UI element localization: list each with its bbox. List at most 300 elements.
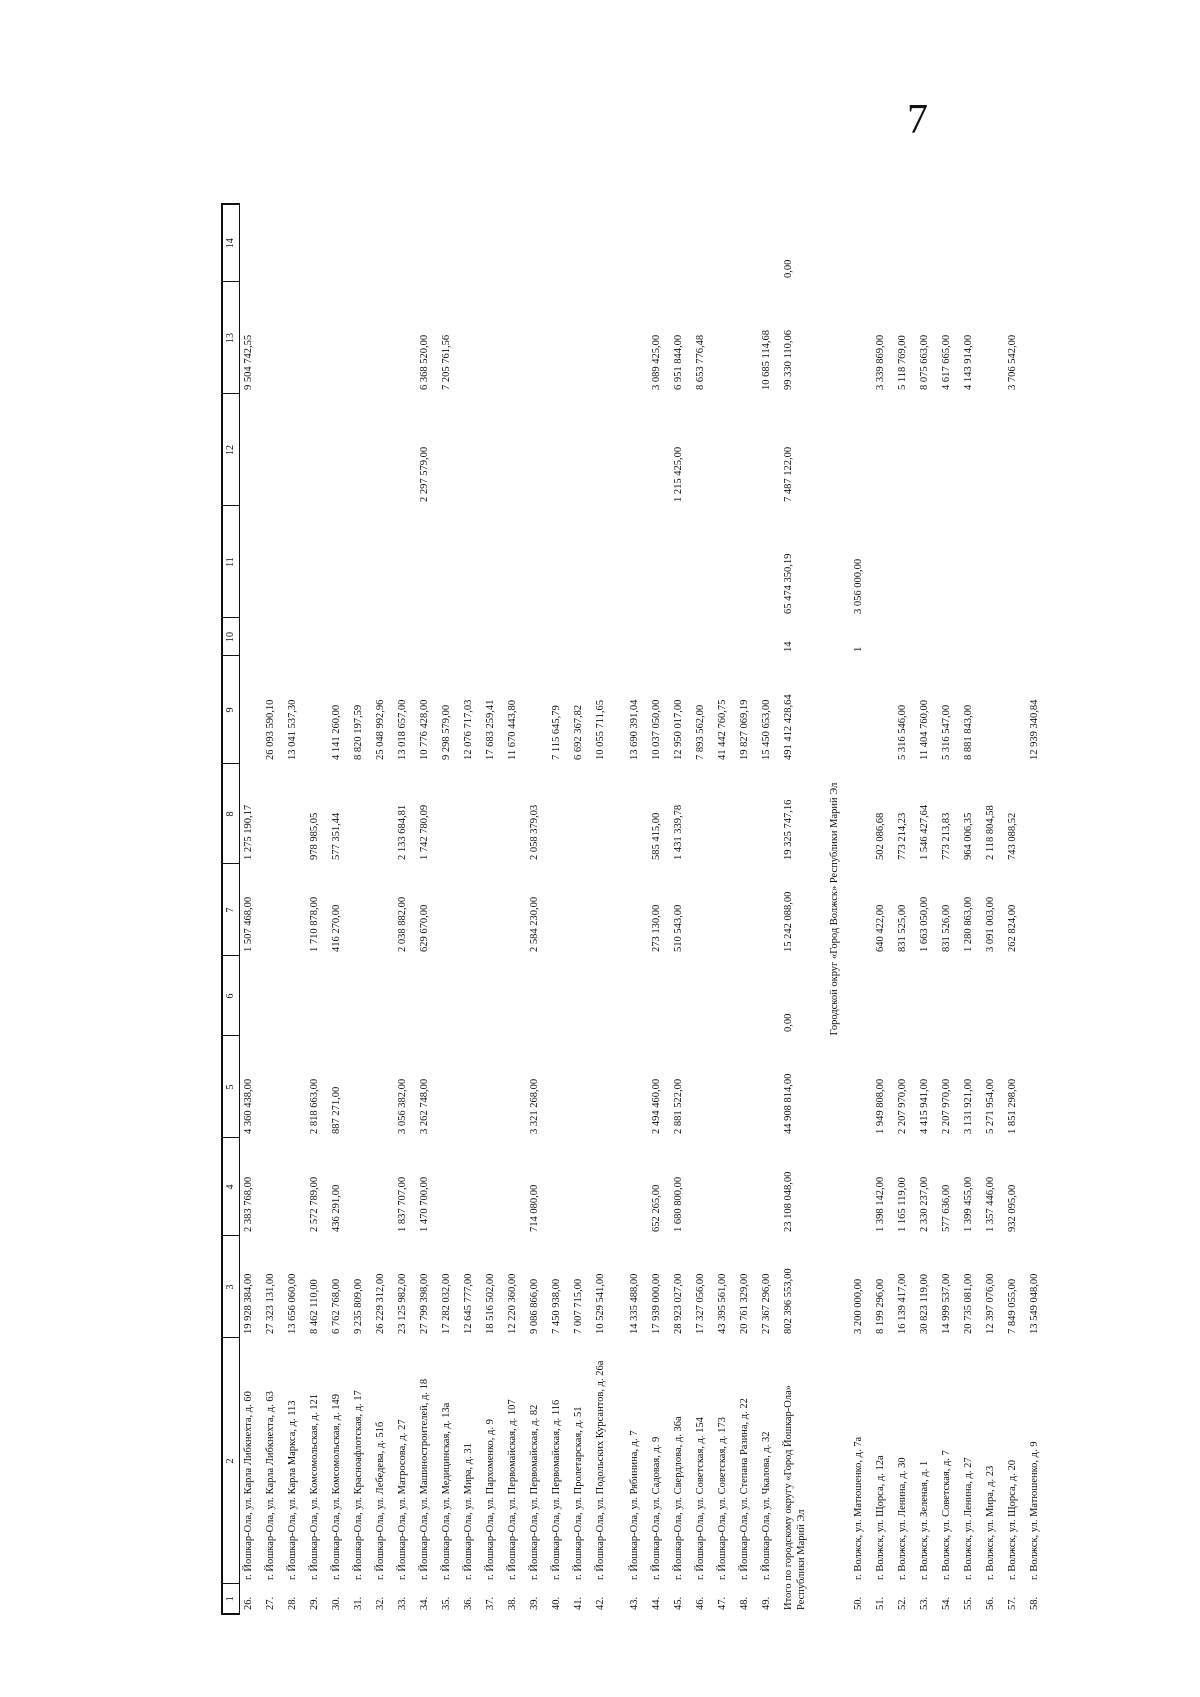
cell-c6	[626, 956, 648, 1036]
cell-c4: 577 636,00	[941, 1184, 952, 1232]
cell-c9: 17 683 259,41	[485, 699, 496, 760]
cell-c3: 27 367 296,00	[761, 1273, 772, 1334]
cell-c3: 23 125 982,00	[397, 1273, 408, 1334]
cell-c5	[548, 1036, 570, 1138]
row-address: г. Волжск, ул. Ленина, д. 27	[963, 1457, 974, 1580]
cell-c5: 3 131 921,00	[963, 1078, 974, 1134]
cell-c13: 8 075 663,00	[919, 334, 930, 390]
cell-c11	[460, 506, 482, 618]
cell-c4	[372, 1138, 394, 1236]
cell-c8	[850, 764, 872, 864]
cell-c3: 12 220 360,00	[507, 1273, 518, 1334]
cell-c5	[262, 1036, 284, 1138]
cell-c4: 2 330 237,00	[919, 1176, 930, 1232]
row-address: г. Йошкар-Ола, ул. Медицинская, д. 13а	[441, 1402, 452, 1580]
cell-c11	[570, 506, 592, 618]
cell-c8	[692, 764, 714, 864]
cell-c9	[872, 656, 894, 764]
cell-c3: 43 395 561,00	[717, 1273, 728, 1334]
cell-c10	[350, 618, 372, 656]
cell-c6	[504, 956, 526, 1036]
cell-c11	[240, 506, 263, 618]
cell-c7: 831 526,00	[941, 904, 952, 952]
cell-c11: 3 056 000,00	[853, 558, 864, 614]
table-row	[460, 204, 482, 1614]
cell-c6	[350, 956, 372, 1036]
cell-c4	[460, 1138, 482, 1236]
cell-c14	[894, 204, 916, 282]
cell-c10	[916, 618, 938, 656]
cell-c12	[570, 394, 592, 506]
cell-c14	[306, 204, 328, 282]
table-row	[1004, 204, 1026, 1614]
cell-c10	[262, 618, 284, 656]
cell-c9: 12 076 717,03	[463, 699, 474, 760]
cell-c4	[548, 1138, 570, 1236]
table-row	[306, 204, 328, 1614]
row-number: 34.	[419, 1596, 430, 1610]
row-number: 55.	[963, 1596, 974, 1610]
cell-c14	[1004, 204, 1026, 282]
table-row	[504, 204, 526, 1614]
total-c4: 23 108 048,00	[783, 1171, 794, 1232]
cell-c8: 2 118 804,58	[985, 805, 996, 860]
cell-c13	[328, 282, 350, 394]
cell-c13: 3 706 542,00	[1007, 334, 1018, 390]
total-c3: 802 396 553,00	[783, 1268, 794, 1334]
cell-c3: 8 199 296,00	[875, 1278, 886, 1334]
cell-c11	[394, 506, 416, 618]
row-number: 44.	[651, 1596, 662, 1610]
cell-c9: 19 827 069,19	[739, 699, 750, 760]
cell-c9: 41 442 760,75	[717, 699, 728, 760]
table-row	[894, 204, 916, 1614]
column-header-9: 9	[222, 656, 240, 764]
cell-c8	[570, 764, 592, 864]
cell-c6	[240, 956, 263, 1036]
cell-c5: 1 949 808,00	[875, 1078, 886, 1134]
cell-c12	[1026, 394, 1048, 506]
cell-c5: 2 207 970,00	[941, 1078, 952, 1134]
cell-c12	[350, 394, 372, 506]
table-row	[938, 204, 960, 1614]
column-header-5: 5	[222, 1036, 240, 1138]
cell-c6	[328, 956, 350, 1036]
cell-c7: 510 543,00	[673, 904, 684, 952]
cell-c5: 1 851 298,00	[1007, 1078, 1018, 1134]
cell-c9: 5 316 547,00	[941, 704, 952, 760]
cell-c4: 1 470 700,00	[419, 1176, 430, 1232]
cell-c7	[736, 864, 758, 956]
row-number: 27.	[265, 1596, 276, 1610]
cell-c11	[670, 506, 692, 618]
cell-c5: 3 056 382,00	[397, 1078, 408, 1134]
total-c12: 7 487 122,00	[783, 446, 794, 502]
cell-c10	[648, 618, 670, 656]
cell-c6	[916, 956, 938, 1036]
cell-c6	[872, 956, 894, 1036]
cell-c14	[526, 204, 548, 282]
cell-c10	[894, 618, 916, 656]
cell-c13	[714, 282, 736, 394]
cell-c5	[570, 1036, 592, 1138]
cell-c3: 6 762 768,00	[331, 1278, 342, 1334]
cell-c3: 27 799 398,00	[419, 1273, 430, 1334]
cell-c13: 10 685 114,68	[761, 330, 772, 390]
row-address: г. Йошкар-Ола, ул. Мира, д. 31	[463, 1443, 474, 1580]
cell-c8	[438, 764, 460, 864]
cell-c11	[372, 506, 394, 618]
cell-c7	[692, 864, 714, 956]
cell-c9: 13 041 537,30	[287, 699, 298, 760]
cell-c14	[648, 204, 670, 282]
cell-c12	[592, 394, 626, 506]
row-address: г. Волжск, ул. Зеленая, д. 1	[919, 1460, 930, 1580]
table-row	[548, 204, 570, 1614]
cell-c6	[460, 956, 482, 1036]
cell-c4: 932 095,00	[1007, 1184, 1018, 1232]
row-address: г. Йошкар-Ола, ул. Карла Либкнехта, д. 63	[265, 1391, 276, 1580]
cell-c4: 652 265,00	[651, 1184, 662, 1232]
row-address: г. Йошкар-Ола, ул. Лебедева, д. 51б	[375, 1421, 386, 1580]
cell-c13	[460, 282, 482, 394]
row-address: г. Йошкар-Ола, ул. Советская, д. 154	[695, 1417, 706, 1580]
cell-c11	[328, 506, 350, 618]
cell-c11	[284, 506, 306, 618]
column-header-12: 12	[222, 394, 240, 506]
cell-c6	[438, 956, 460, 1036]
cell-c8	[284, 764, 306, 864]
cell-c12	[916, 394, 938, 506]
row-address: г. Волжск, ул. Щорса, д. 12а	[875, 1455, 886, 1580]
table-row	[350, 204, 372, 1614]
cell-c14	[626, 204, 648, 282]
cell-c7: 831 525,00	[897, 904, 908, 952]
column-header-4: 4	[222, 1138, 240, 1236]
table-row	[850, 204, 872, 1614]
row-number: 51.	[875, 1596, 886, 1610]
cell-c5	[350, 1036, 372, 1138]
cell-c13	[284, 282, 306, 394]
cell-c5: 4 415 941,00	[919, 1078, 930, 1134]
table-row	[416, 204, 438, 1614]
row-number: 31.	[353, 1596, 364, 1610]
table-row	[960, 204, 982, 1614]
cell-c3: 3 200 000,00	[853, 1278, 864, 1334]
cell-c14	[438, 204, 460, 282]
column-header-6: 6	[222, 956, 240, 1036]
row-address: г. Йошкар-Ола, ул. Комсомольская, д. 121	[309, 1393, 320, 1580]
cell-c7	[758, 864, 780, 956]
cell-c12: 1 215 425,00	[673, 446, 684, 502]
total-c7: 15 242 088,00	[783, 891, 794, 952]
cell-c5	[592, 1036, 626, 1138]
cell-c7	[372, 864, 394, 956]
cell-c9: 5 316 546,00	[897, 704, 908, 760]
cell-c8	[482, 764, 504, 864]
row-address: г. Йошкар-Ола, ул. Чкалова, д. 32	[761, 1431, 772, 1580]
cell-c3: 14 335 488,00	[629, 1273, 640, 1334]
cell-c12	[372, 394, 394, 506]
cell-c9	[240, 656, 263, 764]
cell-c8	[350, 764, 372, 864]
cell-c3: 13 656 060,00	[287, 1273, 298, 1334]
cell-c7	[504, 864, 526, 956]
cell-c13: 4 617 665,00	[941, 334, 952, 390]
cell-c9: 10 776 428,00	[419, 699, 430, 760]
cell-c9: 26 093 590,10	[265, 699, 276, 760]
cell-c11	[1004, 506, 1026, 618]
table-row	[394, 204, 416, 1614]
cell-c6	[1026, 956, 1048, 1036]
cell-c5	[284, 1036, 306, 1138]
table-row	[570, 204, 592, 1614]
cell-c3: 27 323 131,00	[265, 1273, 276, 1334]
section-row	[820, 204, 850, 1614]
cell-c8: 2 133 684,81	[397, 804, 408, 860]
row-address: г. Йошкар-Ола, ул. Первомайская, д. 107	[507, 1399, 518, 1580]
table-row	[714, 204, 736, 1614]
cell-c6	[648, 956, 670, 1036]
cell-c14	[736, 204, 758, 282]
cell-c8: 964 006,35	[963, 812, 974, 860]
cell-c4	[504, 1138, 526, 1236]
cell-c6	[262, 956, 284, 1036]
cell-c10	[1004, 618, 1026, 656]
cell-c3: 12 645 777,00	[463, 1273, 474, 1334]
cell-c9: 8 881 843,00	[963, 704, 974, 760]
cell-c12	[262, 394, 284, 506]
row-number: 37.	[485, 1596, 496, 1610]
table-row	[526, 204, 548, 1614]
table-row	[284, 204, 306, 1614]
cell-c12	[504, 394, 526, 506]
cell-c13: 6 368 520,00	[419, 334, 430, 390]
cell-c11	[526, 506, 548, 618]
cell-c4	[736, 1138, 758, 1236]
cell-c7: 3 091 003,00	[985, 896, 996, 952]
cell-c12	[328, 394, 350, 506]
cell-c9: 6 692 367,82	[573, 704, 584, 760]
cell-c3: 17 282 032,00	[441, 1273, 452, 1334]
cell-c4	[758, 1138, 780, 1236]
cell-c4	[626, 1138, 648, 1236]
cell-c7: 2 584 230,00	[529, 896, 540, 952]
cell-c7: 262 824,00	[1007, 904, 1018, 952]
cell-c3: 18 516 502,00	[485, 1273, 496, 1334]
total-c6: 0,00	[783, 1013, 794, 1032]
cell-c8	[262, 764, 284, 864]
cell-c11	[938, 506, 960, 618]
cell-c10	[504, 618, 526, 656]
cell-c5: 2 494 460,00	[651, 1078, 662, 1134]
cell-c11	[626, 506, 648, 618]
cell-c11	[982, 506, 1004, 618]
cell-c9	[850, 656, 872, 764]
cell-c10	[394, 618, 416, 656]
cell-c4: 1 357 446,00	[985, 1176, 996, 1232]
cell-c12: 2 297 579,00	[419, 446, 430, 502]
row-number: 42.	[595, 1596, 606, 1610]
cell-c3: 13 549 048,00	[1029, 1273, 1040, 1334]
cell-c11	[592, 506, 626, 618]
cell-c5	[438, 1036, 460, 1138]
cell-c7: 273 130,00	[651, 904, 662, 952]
table-body	[240, 204, 1049, 1614]
table-row	[372, 204, 394, 1614]
cell-c3: 20 735 081,00	[963, 1273, 974, 1334]
cell-c14	[1026, 204, 1048, 282]
total-c11: 65 474 350,19	[783, 553, 794, 614]
column-header-13: 13	[222, 282, 240, 394]
cell-c9: 9 298 579,00	[441, 704, 452, 760]
table-row	[626, 204, 648, 1614]
column-header-10: 10	[222, 618, 240, 656]
row-number: 54.	[941, 1596, 952, 1610]
section-title: Городской округ «Город Волжск» Республики Марий Эл	[829, 782, 841, 1036]
cell-c6	[758, 956, 780, 1036]
cell-c4	[1026, 1138, 1048, 1236]
cell-c4	[570, 1138, 592, 1236]
cell-c7	[284, 864, 306, 956]
cell-c12	[526, 394, 548, 506]
cell-c14	[350, 204, 372, 282]
cell-c14	[328, 204, 350, 282]
row-address: г. Йошкар-Ола, ул. Карла Либкнехта, д. 60	[243, 1391, 254, 1580]
cell-c9: 4 141 260,00	[331, 704, 342, 760]
cell-c8	[758, 764, 780, 864]
cell-c13	[482, 282, 504, 394]
cell-c8: 1 275 190,17	[243, 804, 254, 860]
cell-c9: 11 670 443,80	[507, 700, 518, 760]
cell-c3: 7 450 938,00	[551, 1278, 562, 1334]
cell-c14	[916, 204, 938, 282]
cell-c12	[872, 394, 894, 506]
cell-c9	[1004, 656, 1026, 764]
cell-c7	[438, 864, 460, 956]
cell-c10	[284, 618, 306, 656]
cell-c6	[570, 956, 592, 1036]
cell-c7: 1 280 863,00	[963, 896, 974, 952]
cell-c10	[670, 618, 692, 656]
cell-c12	[982, 394, 1004, 506]
cell-c7: 629 670,00	[419, 904, 430, 952]
cell-c9: 10 055 711,65	[595, 700, 606, 760]
cell-c4: 436 291,00	[331, 1184, 342, 1232]
cell-c10	[438, 618, 460, 656]
cell-c14	[714, 204, 736, 282]
table-row	[648, 204, 670, 1614]
cell-c9	[306, 656, 328, 764]
cell-c10	[328, 618, 350, 656]
cell-c4	[592, 1138, 626, 1236]
cell-c6	[548, 956, 570, 1036]
total-c10: 14	[783, 641, 794, 652]
cell-c10	[714, 618, 736, 656]
cell-c12	[938, 394, 960, 506]
cell-c6	[938, 956, 960, 1036]
cell-c4: 1 398 142,00	[875, 1176, 886, 1232]
cell-c4: 1 837 707,00	[397, 1176, 408, 1232]
cell-c14	[758, 204, 780, 282]
cell-c14	[692, 204, 714, 282]
row-address: г. Йошкар-Ола, ул. Свердлова, д. 36а	[673, 1416, 684, 1580]
row-number: 32.	[375, 1596, 386, 1610]
row-number: 39.	[529, 1596, 540, 1610]
row-address: г. Волжск, ул. Мира, д. 23	[985, 1465, 996, 1580]
cell-c7	[350, 864, 372, 956]
cell-c3: 9 235 809,00	[353, 1278, 364, 1334]
cell-c6	[394, 956, 416, 1036]
cell-c11	[350, 506, 372, 618]
cell-c3: 26 229 312,00	[375, 1273, 386, 1334]
cell-c4: 1 165 119,00	[897, 1177, 908, 1232]
cell-c5	[626, 1036, 648, 1138]
cell-c12	[850, 394, 872, 506]
row-address: г. Йошкар-Ола, ул. Подольских Курсантов, д. 26а	[595, 1360, 606, 1580]
cell-c6	[306, 956, 328, 1036]
column-header-7: 7	[222, 864, 240, 956]
cell-c7	[626, 864, 648, 956]
cell-c11	[504, 506, 526, 618]
cell-c14	[262, 204, 284, 282]
cell-c7: 1 663 050,00	[919, 896, 930, 952]
row-number: 47.	[717, 1596, 728, 1610]
table-row	[736, 204, 758, 1614]
table-row	[872, 204, 894, 1614]
cell-c11	[1026, 506, 1048, 618]
row-address: г. Волжск, ул. Матюшенко, д. 9	[1029, 1441, 1040, 1580]
cell-c5	[692, 1036, 714, 1138]
cell-c7	[714, 864, 736, 956]
cell-c8	[372, 764, 394, 864]
total-row	[780, 204, 820, 1614]
cell-c14	[938, 204, 960, 282]
row-number: 35.	[441, 1596, 452, 1610]
cell-c13	[350, 282, 372, 394]
cell-c6	[960, 956, 982, 1036]
cell-c13	[548, 282, 570, 394]
cell-c6	[736, 956, 758, 1036]
cell-c6	[982, 956, 1004, 1036]
cell-c9: 12 939 340,84	[1029, 699, 1040, 760]
cell-c10	[960, 618, 982, 656]
cell-c10	[482, 618, 504, 656]
cell-c3: 28 923 027,00	[673, 1273, 684, 1334]
row-number: 49.	[761, 1596, 772, 1610]
row-address: г. Йошкар-Ола, ул. Матросова, д. 27	[397, 1419, 408, 1580]
cell-c4	[438, 1138, 460, 1236]
cell-c4: 1 680 800,00	[673, 1176, 684, 1232]
cell-c3: 20 761 329,00	[739, 1273, 750, 1334]
cell-c6	[692, 956, 714, 1036]
row-address: г. Йошкар-Ола, ул. Степана Разина, д. 22	[739, 1398, 750, 1580]
column-header-1: 1	[222, 1584, 240, 1614]
table-row	[240, 204, 263, 1614]
cell-c6	[670, 956, 692, 1036]
cell-c5: 2 207 970,00	[897, 1078, 908, 1134]
cell-c3: 10 529 541,00	[595, 1273, 606, 1334]
row-address: г. Йошкар-Ола, ул. Рябинина, д. 7	[629, 1430, 640, 1580]
cell-c11	[758, 506, 780, 618]
cell-c3: 14 999 537,00	[941, 1273, 952, 1334]
cell-c10	[758, 618, 780, 656]
cell-c14	[504, 204, 526, 282]
rotated-table-container	[221, 205, 1040, 1615]
cell-c6	[372, 956, 394, 1036]
cell-c4: 1 399 455,00	[963, 1176, 974, 1232]
cell-c4	[692, 1138, 714, 1236]
